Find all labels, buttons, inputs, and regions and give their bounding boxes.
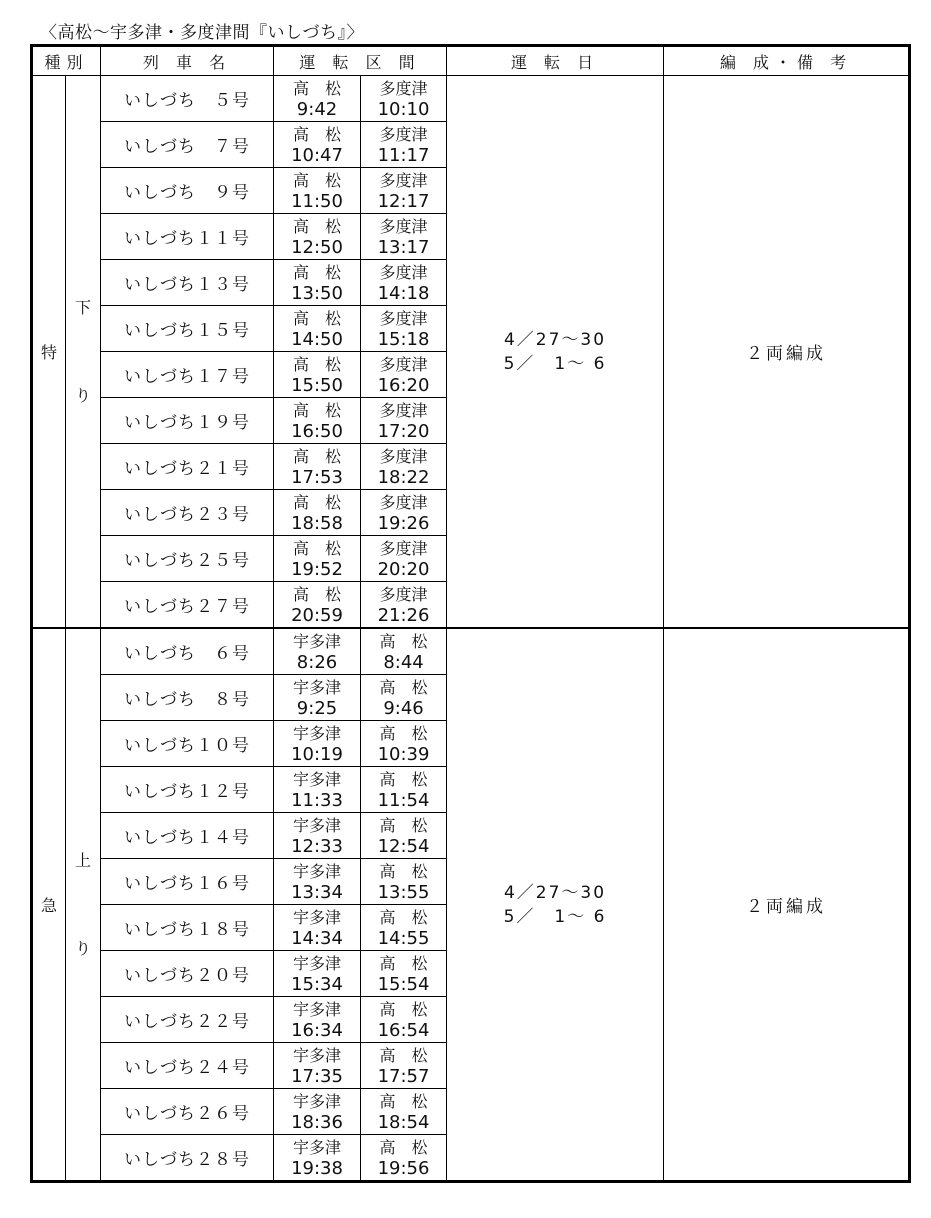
header-row <box>32 46 910 76</box>
departure-station: 宇多津 <box>293 723 342 743</box>
category-char: 特 <box>40 343 57 362</box>
departure-time: 11:33 <box>291 789 343 811</box>
train-name: いしづち１５号 <box>101 306 274 352</box>
arrival-time: 17:57 <box>377 1065 430 1087</box>
up-trains-group <box>32 628 910 1182</box>
operation-days-line: 5／ 1～ 6 <box>503 353 607 374</box>
arrival-time: 20:20 <box>377 558 430 580</box>
category-char: 急 <box>40 896 57 915</box>
departure-time: 19:52 <box>291 558 343 580</box>
departure-station: 高 松 <box>293 78 342 98</box>
arrival-cell <box>361 767 447 813</box>
arrival-station: 高 松 <box>379 999 428 1019</box>
departure-cell <box>274 628 361 675</box>
departure-time: 11:50 <box>291 190 343 212</box>
arrival-time: 15:54 <box>377 973 430 995</box>
departure-station: 高 松 <box>293 170 342 190</box>
arrival-time: 16:20 <box>377 374 430 396</box>
departure-time: 10:19 <box>291 743 343 765</box>
arrival-station: 多度津 <box>379 446 428 466</box>
arrival-cell <box>361 1089 447 1135</box>
departure-time: 18:36 <box>291 1111 343 1133</box>
arrival-station: 高 松 <box>379 907 428 927</box>
arrival-cell <box>361 306 447 352</box>
train-name: いしづち２３号 <box>101 490 274 536</box>
departure-station: 宇多津 <box>293 815 342 835</box>
arrival-station: 高 松 <box>379 723 428 743</box>
departure-cell <box>274 582 361 629</box>
departure-time: 16:50 <box>291 420 343 442</box>
arrival-time: 11:17 <box>377 144 430 166</box>
category-cell <box>32 76 66 629</box>
train-name: いしづち１８号 <box>101 905 274 951</box>
operation-days-cell <box>447 628 664 1182</box>
arrival-station: 多度津 <box>379 354 428 374</box>
direction-char: り <box>75 385 92 405</box>
arrival-cell <box>361 675 447 721</box>
departure-time: 10:47 <box>291 144 343 166</box>
direction-char: 上 <box>75 850 92 870</box>
arrival-cell <box>361 76 447 122</box>
direction-cell <box>66 76 101 629</box>
arrival-station: 多度津 <box>379 538 428 558</box>
departure-cell <box>274 490 361 536</box>
arrival-station: 多度津 <box>379 216 428 236</box>
formation-note: ２両編成 <box>664 76 910 629</box>
departure-time: 15:34 <box>291 973 343 995</box>
arrival-time: 12:54 <box>377 835 430 857</box>
arrival-station: 高 松 <box>379 861 428 881</box>
train-name: いしづち ６号 <box>101 628 274 675</box>
header-notes: 編 成・備 考 <box>664 46 910 76</box>
departure-cell <box>274 1043 361 1089</box>
train-name: いしづち１９号 <box>101 398 274 444</box>
departure-station: 宇多津 <box>293 769 342 789</box>
arrival-cell <box>361 398 447 444</box>
arrival-station: 多度津 <box>379 78 428 98</box>
arrival-time: 19:26 <box>377 512 430 534</box>
train-name: いしづち２４号 <box>101 1043 274 1089</box>
arrival-time: 10:10 <box>377 98 430 120</box>
departure-time: 17:35 <box>291 1065 343 1087</box>
arrival-station: 多度津 <box>379 584 428 604</box>
departure-station: 高 松 <box>293 446 342 466</box>
arrival-cell <box>361 444 447 490</box>
departure-time: 14:34 <box>291 927 343 949</box>
timetable <box>30 44 911 1183</box>
train-name: いしづち１２号 <box>101 767 274 813</box>
departure-station: 高 松 <box>293 584 342 604</box>
arrival-station: 多度津 <box>379 308 428 328</box>
departure-cell <box>274 767 361 813</box>
arrival-time: 14:55 <box>377 927 430 949</box>
arrival-time: 21:26 <box>377 604 430 626</box>
departure-cell <box>274 997 361 1043</box>
arrival-cell <box>361 490 447 536</box>
arrival-time: 19:56 <box>377 1157 430 1179</box>
departure-time: 13:50 <box>291 282 343 304</box>
train-name: いしづち１６号 <box>101 859 274 905</box>
departure-cell <box>274 260 361 306</box>
departure-station: 宇多津 <box>293 861 342 881</box>
departure-cell <box>274 306 361 352</box>
arrival-cell <box>361 628 447 675</box>
departure-cell <box>274 859 361 905</box>
arrival-station: 高 松 <box>379 631 428 651</box>
arrival-time: 16:54 <box>377 1019 430 1041</box>
arrival-time: 18:22 <box>377 466 430 488</box>
departure-station: 宇多津 <box>293 631 342 651</box>
departure-cell <box>274 536 361 582</box>
departure-station: 高 松 <box>293 354 342 374</box>
header-train-name: 列 車 名 <box>101 46 274 76</box>
departure-time: 15:50 <box>291 374 343 396</box>
arrival-cell <box>361 1135 447 1182</box>
arrival-station: 高 松 <box>379 1091 428 1111</box>
departure-station: 高 松 <box>293 492 342 512</box>
train-name: いしづち２１号 <box>101 444 274 490</box>
arrival-cell <box>361 997 447 1043</box>
operation-days-cell <box>447 76 664 629</box>
departure-station: 宇多津 <box>293 999 342 1019</box>
arrival-time: 8:44 <box>383 651 424 673</box>
down-trains-group <box>32 76 910 629</box>
header-shubetsu: 種別 <box>32 46 101 76</box>
departure-time: 13:34 <box>291 881 343 903</box>
train-name: いしづち１４号 <box>101 813 274 859</box>
departure-station: 高 松 <box>293 262 342 282</box>
departure-station: 高 松 <box>293 400 342 420</box>
arrival-cell <box>361 951 447 997</box>
arrival-station: 高 松 <box>379 769 428 789</box>
operation-days-line: 4／27～30 <box>503 329 607 350</box>
train-name: いしづち１７号 <box>101 352 274 398</box>
arrival-cell <box>361 905 447 951</box>
departure-station: 宇多津 <box>293 1091 342 1111</box>
operation-days-line: 4／27～30 <box>503 882 607 903</box>
departure-time: 20:59 <box>291 604 343 626</box>
departure-station: 高 松 <box>293 216 342 236</box>
train-name: いしづち２２号 <box>101 997 274 1043</box>
departure-cell <box>274 76 361 122</box>
departure-station: 高 松 <box>293 538 342 558</box>
departure-time: 9:42 <box>296 98 338 120</box>
departure-station: 宇多津 <box>293 677 342 697</box>
formation-note: ２両編成 <box>664 628 910 1182</box>
train-name: いしづち２０号 <box>101 951 274 997</box>
table-row <box>32 76 910 122</box>
arrival-station: 高 松 <box>379 677 428 697</box>
arrival-cell <box>361 582 447 629</box>
arrival-cell <box>361 260 447 306</box>
departure-time: 16:34 <box>291 1019 343 1041</box>
departure-cell <box>274 398 361 444</box>
arrival-station: 高 松 <box>379 815 428 835</box>
arrival-cell <box>361 168 447 214</box>
departure-time: 17:53 <box>291 466 343 488</box>
arrival-time: 13:55 <box>377 881 430 903</box>
arrival-cell <box>361 1043 447 1089</box>
train-name: いしづち２６号 <box>101 1089 274 1135</box>
header-section: 運 転 区 間 <box>274 46 447 76</box>
departure-cell <box>274 168 361 214</box>
table-row <box>32 628 910 675</box>
train-name: いしづち１３号 <box>101 260 274 306</box>
departure-time: 14:50 <box>291 328 343 350</box>
departure-station: 宇多津 <box>293 953 342 973</box>
arrival-cell <box>361 122 447 168</box>
departure-time: 8:26 <box>296 651 338 673</box>
departure-station: 高 松 <box>293 308 342 328</box>
arrival-time: 11:54 <box>377 789 430 811</box>
arrival-time: 18:54 <box>377 1111 430 1133</box>
train-name: いしづち１０号 <box>101 721 274 767</box>
header-days: 運 転 日 <box>447 46 664 76</box>
departure-time: 12:33 <box>291 835 343 857</box>
departure-station: 宇多津 <box>293 1137 342 1157</box>
departure-time: 9:25 <box>296 697 338 719</box>
departure-station: 宇多津 <box>293 1045 342 1065</box>
train-name: いしづち ５号 <box>101 76 274 122</box>
train-name: いしづち ８号 <box>101 675 274 721</box>
departure-time: 12:50 <box>291 236 343 258</box>
departure-time: 19:38 <box>291 1157 343 1179</box>
arrival-time: 17:20 <box>377 420 430 442</box>
departure-cell <box>274 1135 361 1182</box>
train-name: いしづち ９号 <box>101 168 274 214</box>
arrival-station: 多度津 <box>379 492 428 512</box>
arrival-station: 多度津 <box>379 400 428 420</box>
departure-cell <box>274 352 361 398</box>
departure-time: 18:58 <box>291 512 343 534</box>
arrival-time: 9:46 <box>383 697 424 719</box>
train-name: いしづち２８号 <box>101 1135 274 1182</box>
arrival-cell <box>361 859 447 905</box>
arrival-time: 13:17 <box>377 236 430 258</box>
arrival-station: 多度津 <box>379 262 428 282</box>
departure-station: 宇多津 <box>293 907 342 927</box>
arrival-cell <box>361 536 447 582</box>
departure-cell <box>274 951 361 997</box>
departure-cell <box>274 1089 361 1135</box>
direction-char: り <box>75 938 92 958</box>
arrival-time: 14:18 <box>377 282 430 304</box>
departure-cell <box>274 122 361 168</box>
arrival-station: 高 松 <box>379 1045 428 1065</box>
category-cell <box>32 628 66 1182</box>
arrival-time: 10:39 <box>377 743 430 765</box>
arrival-time: 15:18 <box>377 328 430 350</box>
train-name: いしづち２７号 <box>101 582 274 629</box>
departure-cell <box>274 675 361 721</box>
arrival-cell <box>361 214 447 260</box>
arrival-cell <box>361 813 447 859</box>
page-title: 〈高松～宇多津・多度津間『いしづち』〉 <box>40 23 364 43</box>
arrival-station: 多度津 <box>379 170 428 190</box>
train-name: いしづち１１号 <box>101 214 274 260</box>
operation-days-line: 5／ 1～ 6 <box>503 906 607 927</box>
arrival-station: 多度津 <box>379 124 428 144</box>
arrival-cell <box>361 352 447 398</box>
direction-spacer <box>66 870 100 940</box>
arrival-station: 高 松 <box>379 953 428 973</box>
departure-cell <box>274 721 361 767</box>
train-name: いしづち２５号 <box>101 536 274 582</box>
departure-cell <box>274 214 361 260</box>
arrival-cell <box>361 721 447 767</box>
departure-cell <box>274 444 361 490</box>
train-name: いしづち ７号 <box>101 122 274 168</box>
direction-char: 下 <box>75 297 92 317</box>
direction-spacer <box>66 317 100 387</box>
arrival-time: 12:17 <box>377 190 430 212</box>
departure-cell <box>274 905 361 951</box>
departure-station: 高 松 <box>293 124 342 144</box>
arrival-station: 高 松 <box>379 1137 428 1157</box>
departure-cell <box>274 813 361 859</box>
direction-cell <box>66 628 101 1182</box>
